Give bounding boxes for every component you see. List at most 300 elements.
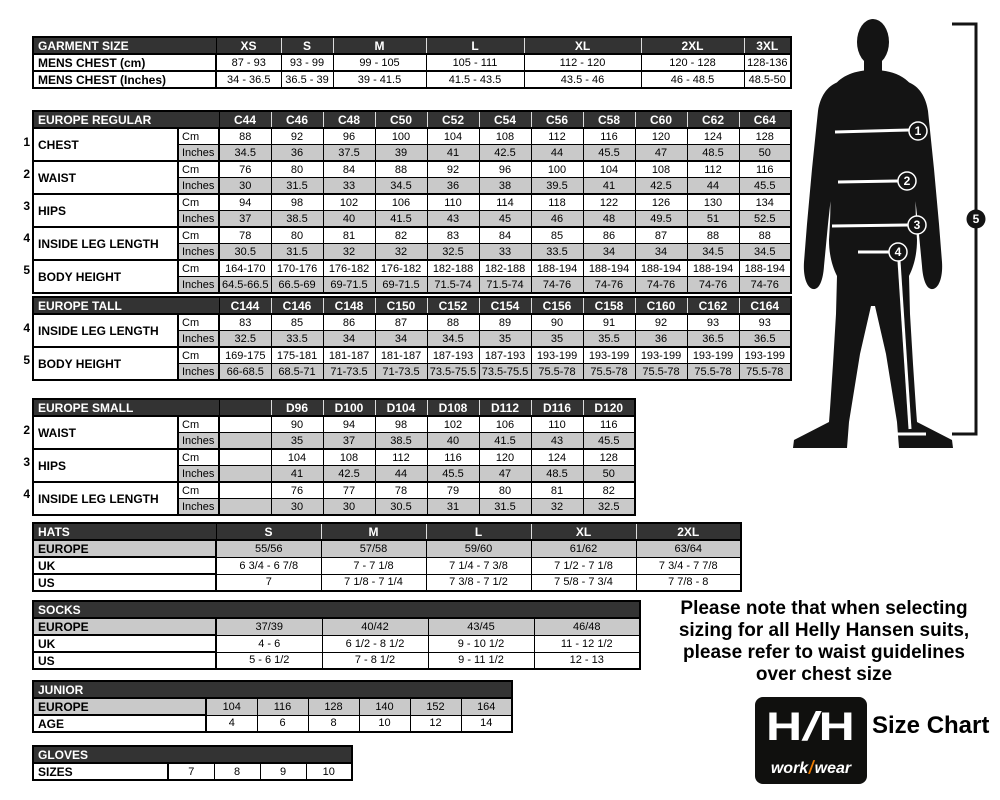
- value-cell: 30: [323, 499, 375, 516]
- logo-orange-slash: /: [807, 758, 816, 779]
- marker-3-label: 3: [913, 218, 921, 232]
- value-cell: 31.5: [271, 244, 323, 261]
- value-cell: 188-194: [635, 260, 687, 277]
- value-cell: 120: [479, 449, 531, 466]
- value-cell: 106: [479, 416, 531, 433]
- value-cell: 45: [479, 211, 531, 228]
- value-cell: 114: [479, 194, 531, 211]
- value-cell: 38: [479, 178, 531, 195]
- header-row: [33, 297, 791, 314]
- unit-label: Cm: [178, 227, 219, 244]
- cm-row: [33, 194, 791, 211]
- unit-label: Inches: [178, 364, 219, 381]
- value-cell: 33: [323, 178, 375, 195]
- note-line: sizing for all Helly Hansen suits,: [678, 620, 970, 641]
- value-cell: 84: [479, 227, 531, 244]
- value-cell: 40: [323, 211, 375, 228]
- value-cell: 84: [323, 161, 375, 178]
- value-cell: 36.5: [687, 331, 739, 348]
- value-cell: 128: [308, 698, 359, 715]
- column-header: C64: [739, 111, 791, 128]
- marker-2-label: 2: [903, 174, 911, 188]
- table-row: [33, 54, 791, 71]
- value-cell: 34: [323, 331, 375, 348]
- value-cell: 37: [323, 433, 375, 450]
- value-cell: 104: [206, 698, 257, 715]
- europe-small-table: [23, 398, 636, 516]
- value-cell: 33: [479, 244, 531, 261]
- value-cell: 96: [479, 161, 531, 178]
- table-row: [33, 715, 512, 732]
- row-label: UK: [33, 557, 216, 574]
- row-label: INSIDE LEG LENGTH: [33, 314, 178, 347]
- logo-h1: H: [766, 705, 804, 749]
- value-cell: 78: [375, 482, 427, 499]
- value-cell: 47: [635, 145, 687, 162]
- value-cell: 152: [410, 698, 461, 715]
- value-cell: 92: [635, 314, 687, 331]
- column-header: C150: [375, 297, 427, 314]
- value-cell: 66.5-69: [271, 277, 323, 294]
- value-cell: 68.5-71: [271, 364, 323, 381]
- value-cell: 73.5-75.5: [427, 364, 479, 381]
- column-header: C62: [687, 111, 739, 128]
- value-cell: 105 - 111: [426, 54, 524, 71]
- value-cell: 49.5: [635, 211, 687, 228]
- value-cell: 38.5: [271, 211, 323, 228]
- value-cell: 9 - 11 1/2: [428, 652, 534, 669]
- column-header: C160: [635, 297, 687, 314]
- value-cell: 48.5: [687, 145, 739, 162]
- value-cell: 50: [739, 145, 791, 162]
- value-cell: 41.5: [479, 433, 531, 450]
- value-cell: 69-71.5: [323, 277, 375, 294]
- unit-label: Inches: [178, 499, 219, 516]
- value-cell: 193-199: [531, 347, 583, 364]
- column-header: XS: [216, 37, 281, 54]
- column-header: 3XL: [744, 37, 791, 54]
- row-label: MENS CHEST (Inches): [33, 71, 216, 88]
- garment-grid: [32, 36, 792, 89]
- cm-row: [33, 449, 635, 466]
- value-cell: 8: [214, 763, 260, 780]
- chest-line: [835, 130, 910, 132]
- table-title: GLOVES: [33, 746, 352, 763]
- gloves-table: [32, 745, 353, 781]
- logo-wear: wear: [814, 760, 852, 777]
- value-cell: 33.5: [271, 331, 323, 348]
- value-cell: 130: [687, 194, 739, 211]
- value-cell: 42.5: [635, 178, 687, 195]
- unit-label: Cm: [178, 449, 219, 466]
- value-cell: 104: [583, 161, 635, 178]
- value-cell: 188-194: [583, 260, 635, 277]
- value-cell: 124: [687, 128, 739, 145]
- value-cell: 106: [375, 194, 427, 211]
- table-row: [33, 540, 741, 557]
- blank-cell: [219, 449, 271, 466]
- value-cell: 87 - 93: [216, 54, 281, 71]
- value-cell: 10: [359, 715, 410, 732]
- value-cell: 34.5: [739, 244, 791, 261]
- value-cell: 170-176: [271, 260, 323, 277]
- hh-logo-wordmark: [755, 758, 867, 779]
- value-cell: 75.5-78: [583, 364, 635, 381]
- header-row: [33, 111, 791, 128]
- value-cell: 57/58: [321, 540, 426, 557]
- value-cell: 76: [219, 161, 271, 178]
- column-header: C46: [271, 111, 323, 128]
- value-cell: 32: [375, 244, 427, 261]
- row-label: SIZES: [33, 763, 168, 780]
- value-cell: 108: [323, 449, 375, 466]
- value-cell: 39 - 41.5: [333, 71, 426, 88]
- value-cell: 7 1/8 - 7 1/4: [321, 574, 426, 591]
- column-header: D100: [323, 399, 375, 416]
- column-header: C146: [271, 297, 323, 314]
- unit-label: Cm: [178, 260, 219, 277]
- value-cell: 12: [410, 715, 461, 732]
- value-cell: 88: [219, 128, 271, 145]
- cm-row: [33, 482, 635, 499]
- value-cell: 90: [271, 416, 323, 433]
- unit-label: Inches: [178, 178, 219, 195]
- column-header: C158: [583, 297, 635, 314]
- blank-header-cell: [219, 399, 271, 416]
- column-header: M: [321, 523, 426, 540]
- value-cell: 80: [271, 227, 323, 244]
- value-cell: 74-76: [583, 277, 635, 294]
- header-row: [33, 399, 635, 416]
- column-header: L: [426, 523, 531, 540]
- value-cell: 89: [479, 314, 531, 331]
- value-cell: 48.5-50: [744, 71, 791, 88]
- cm-row: [33, 314, 791, 331]
- value-cell: 98: [271, 194, 323, 211]
- unit-label: Cm: [178, 314, 219, 331]
- value-cell: 36.5: [739, 331, 791, 348]
- value-cell: 176-182: [375, 260, 427, 277]
- sizing-note: [648, 598, 1000, 686]
- cm-row: [33, 416, 635, 433]
- value-cell: 71.5-74: [427, 277, 479, 294]
- value-cell: 116: [257, 698, 308, 715]
- value-cell: 7: [216, 574, 321, 591]
- table-title: JUNIOR: [33, 681, 512, 698]
- value-cell: 104: [271, 449, 323, 466]
- value-cell: 33.5: [531, 244, 583, 261]
- europe-tall-table: [23, 296, 792, 381]
- value-cell: 40/42: [322, 618, 428, 635]
- value-cell: 37.5: [323, 145, 375, 162]
- column-header: D120: [583, 399, 635, 416]
- value-cell: 75.5-78: [687, 364, 739, 381]
- value-cell: 85: [271, 314, 323, 331]
- value-cell: 34.5: [219, 145, 271, 162]
- table-row: [33, 763, 352, 780]
- column-header: C48: [323, 111, 375, 128]
- value-cell: 61/62: [531, 540, 636, 557]
- value-cell: 100: [531, 161, 583, 178]
- column-header: C152: [427, 297, 479, 314]
- value-cell: 193-199: [739, 347, 791, 364]
- value-cell: 90: [531, 314, 583, 331]
- value-cell: 124: [531, 449, 583, 466]
- value-cell: 30: [271, 499, 323, 516]
- row-number: 5: [23, 263, 30, 277]
- table-row: [33, 635, 640, 652]
- socks-grid: [32, 600, 641, 670]
- value-cell: 112: [687, 161, 739, 178]
- header-row: [33, 37, 791, 54]
- value-cell: 71-73.5: [323, 364, 375, 381]
- column-header: 2XL: [641, 37, 744, 54]
- junior-grid: [32, 680, 513, 733]
- value-cell: 7 1/2 - 7 1/8: [531, 557, 636, 574]
- logo-work: work: [770, 760, 809, 777]
- row-number: 1: [23, 135, 30, 149]
- unit-label: Cm: [178, 194, 219, 211]
- value-cell: 44: [531, 145, 583, 162]
- column-header: C144: [219, 297, 271, 314]
- value-cell: 32: [531, 499, 583, 516]
- europe-regular-table: [23, 110, 792, 294]
- value-cell: 74-76: [635, 277, 687, 294]
- value-cell: 5 - 6 1/2: [216, 652, 322, 669]
- value-cell: 93 - 99: [281, 54, 333, 71]
- value-cell: 35: [271, 433, 323, 450]
- table-row: [33, 618, 640, 635]
- value-cell: 45.5: [583, 145, 635, 162]
- value-cell: 187-193: [427, 347, 479, 364]
- column-header: D112: [479, 399, 531, 416]
- value-cell: 92: [427, 161, 479, 178]
- column-header: S: [281, 37, 333, 54]
- value-cell: 88: [427, 314, 479, 331]
- value-cell: 42.5: [323, 466, 375, 483]
- value-cell: 102: [427, 416, 479, 433]
- value-cell: 182-188: [427, 260, 479, 277]
- value-cell: 43: [531, 433, 583, 450]
- header-row: [33, 681, 512, 698]
- column-header: D108: [427, 399, 479, 416]
- body-silhouette: [793, 19, 953, 448]
- value-cell: 31: [427, 499, 479, 516]
- value-cell: 87: [635, 227, 687, 244]
- value-cell: 4 - 6: [216, 635, 322, 652]
- value-cell: 128: [739, 128, 791, 145]
- value-cell: 43: [427, 211, 479, 228]
- value-cell: 193-199: [687, 347, 739, 364]
- column-header: D96: [271, 399, 323, 416]
- column-header: C58: [583, 111, 635, 128]
- value-cell: 45.5: [427, 466, 479, 483]
- value-cell: 63/64: [636, 540, 741, 557]
- body-measurement-figure: [780, 14, 1000, 474]
- value-cell: 32.5: [427, 244, 479, 261]
- value-cell: 74-76: [739, 277, 791, 294]
- hats-grid: [32, 522, 742, 592]
- body-height-bracket: [952, 24, 976, 434]
- column-header: C52: [427, 111, 479, 128]
- value-cell: 100: [375, 128, 427, 145]
- blank-cell: [219, 433, 271, 450]
- value-cell: 47: [479, 466, 531, 483]
- value-cell: 83: [427, 227, 479, 244]
- table-title: EUROPE TALL: [33, 297, 219, 314]
- row-label: CHEST: [33, 128, 178, 161]
- marker-4-label: 4: [894, 245, 902, 259]
- value-cell: 181-187: [323, 347, 375, 364]
- value-cell: 71.5-74: [479, 277, 531, 294]
- value-cell: 38.5: [375, 433, 427, 450]
- value-cell: 4: [206, 715, 257, 732]
- row-label: BODY HEIGHT: [33, 347, 178, 380]
- value-cell: 48: [583, 211, 635, 228]
- hats-table: [32, 522, 742, 592]
- value-cell: 9: [260, 763, 306, 780]
- value-cell: 34.5: [687, 244, 739, 261]
- value-cell: 46 - 48.5: [641, 71, 744, 88]
- value-cell: 108: [479, 128, 531, 145]
- value-cell: 112: [531, 128, 583, 145]
- junior-table: [32, 680, 513, 733]
- value-cell: 36: [427, 178, 479, 195]
- value-cell: 80: [271, 161, 323, 178]
- value-cell: 188-194: [739, 260, 791, 277]
- marker-1-label: 1: [914, 124, 922, 138]
- header-row: [33, 601, 640, 618]
- value-cell: 181-187: [375, 347, 427, 364]
- row-number: 3: [23, 455, 30, 469]
- value-cell: 32.5: [583, 499, 635, 516]
- value-cell: 30.5: [375, 499, 427, 516]
- value-cell: 74-76: [687, 277, 739, 294]
- garment-table: [32, 36, 792, 89]
- value-cell: 93: [687, 314, 739, 331]
- value-cell: 75.5-78: [531, 364, 583, 381]
- blank-cell: [219, 416, 271, 433]
- value-cell: 6 3/4 - 6 7/8: [216, 557, 321, 574]
- table-title: HATS: [33, 523, 216, 540]
- value-cell: 87: [375, 314, 427, 331]
- value-cell: 46: [531, 211, 583, 228]
- table-row: [33, 698, 512, 715]
- value-cell: 88: [739, 227, 791, 244]
- column-header: XL: [524, 37, 641, 54]
- value-cell: 80: [479, 482, 531, 499]
- value-cell: 35.5: [583, 331, 635, 348]
- value-cell: 43.5 - 46: [524, 71, 641, 88]
- value-cell: 14: [461, 715, 512, 732]
- cm-row: [33, 227, 791, 244]
- value-cell: 169-175: [219, 347, 271, 364]
- value-cell: 48.5: [531, 466, 583, 483]
- blank-cell: [219, 499, 271, 516]
- value-cell: 120 - 128: [641, 54, 744, 71]
- value-cell: 30.5: [219, 244, 271, 261]
- hips-line: [832, 225, 908, 226]
- value-cell: 134: [739, 194, 791, 211]
- value-cell: 36.5 - 39: [281, 71, 333, 88]
- note-line: over chest size: [755, 664, 893, 685]
- value-cell: 176-182: [323, 260, 375, 277]
- value-cell: 31.5: [479, 499, 531, 516]
- value-cell: 64.5-66.5: [219, 277, 271, 294]
- value-cell: 41.5: [375, 211, 427, 228]
- value-cell: 128: [583, 449, 635, 466]
- value-cell: 116: [583, 128, 635, 145]
- row-number: 4: [23, 321, 30, 335]
- column-header: C50: [375, 111, 427, 128]
- value-cell: 34: [375, 331, 427, 348]
- value-cell: 88: [375, 161, 427, 178]
- value-cell: 36: [635, 331, 687, 348]
- value-cell: 91: [583, 314, 635, 331]
- value-cell: 92: [271, 128, 323, 145]
- value-cell: 99 - 105: [333, 54, 426, 71]
- row-label: EUROPE: [33, 698, 206, 715]
- cm-row: [33, 161, 791, 178]
- blank-cell: [219, 466, 271, 483]
- unit-label: Inches: [178, 145, 219, 162]
- unit-label: Cm: [178, 347, 219, 364]
- unit-label: Inches: [178, 331, 219, 348]
- value-cell: 81: [323, 227, 375, 244]
- value-cell: 110: [531, 416, 583, 433]
- value-cell: 193-199: [635, 347, 687, 364]
- value-cell: 12 - 13: [534, 652, 640, 669]
- value-cell: 46/48: [534, 618, 640, 635]
- logo-h2: H: [818, 705, 856, 749]
- column-header: XL: [531, 523, 636, 540]
- row-label: BODY HEIGHT: [33, 260, 178, 293]
- value-cell: 44: [375, 466, 427, 483]
- socks-table: [32, 600, 641, 670]
- value-cell: 108: [635, 161, 687, 178]
- value-cell: 34.5: [427, 331, 479, 348]
- value-cell: 41: [427, 145, 479, 162]
- column-header: C148: [323, 297, 375, 314]
- value-cell: 93: [739, 314, 791, 331]
- value-cell: 6: [257, 715, 308, 732]
- hh-logo-letters: [741, 707, 881, 747]
- value-cell: 85: [531, 227, 583, 244]
- value-cell: 66-68.5: [219, 364, 271, 381]
- value-cell: 75.5-78: [739, 364, 791, 381]
- table-row: [33, 71, 791, 88]
- value-cell: 118: [531, 194, 583, 211]
- unit-label: Cm: [178, 161, 219, 178]
- value-cell: 187-193: [479, 347, 531, 364]
- note-line: Please note that when selecting: [680, 598, 968, 619]
- value-cell: 86: [583, 227, 635, 244]
- unit-label: Inches: [178, 433, 219, 450]
- value-cell: 112 - 120: [524, 54, 641, 71]
- value-cell: 94: [323, 416, 375, 433]
- value-cell: 40: [427, 433, 479, 450]
- row-label: INSIDE LEG LENGTH: [33, 482, 178, 515]
- value-cell: 182-188: [479, 260, 531, 277]
- row-label: HIPS: [33, 449, 178, 482]
- table-row: [33, 574, 741, 591]
- value-cell: 39: [375, 145, 427, 162]
- table-title: GARMENT SIZE: [33, 37, 216, 54]
- value-cell: 34.5: [375, 178, 427, 195]
- value-cell: 7 5/8 - 7 3/4: [531, 574, 636, 591]
- column-header: C164: [739, 297, 791, 314]
- value-cell: 79: [427, 482, 479, 499]
